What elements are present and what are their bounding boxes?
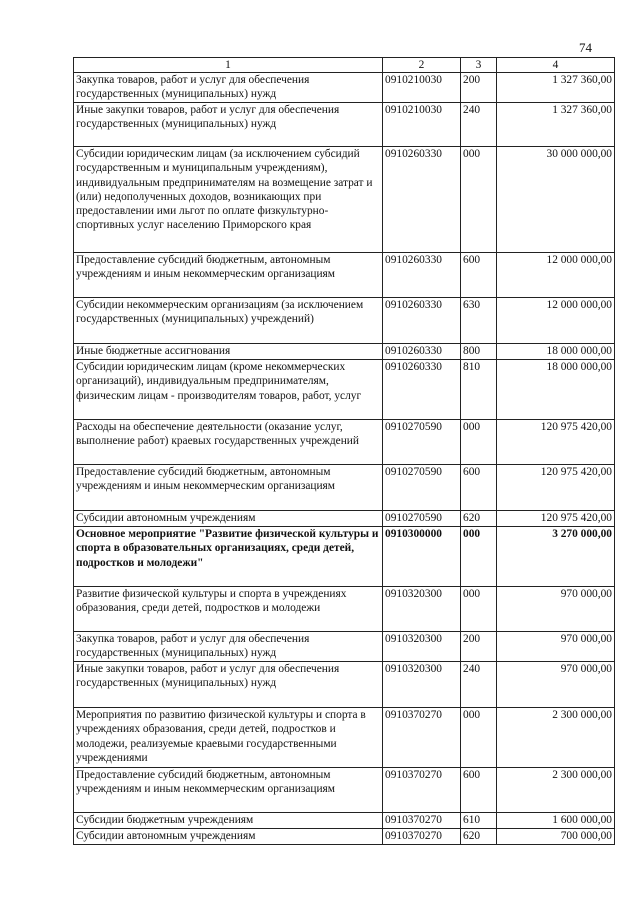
- row-amount: 970 000,00: [497, 662, 615, 708]
- table-row: [74, 527, 615, 587]
- row-name: Субсидии автономным учреждениям: [74, 829, 383, 845]
- row-amount: 18 000 000,00: [497, 344, 615, 360]
- row-amount: 700 000,00: [497, 829, 615, 845]
- row-type: 200: [461, 73, 497, 103]
- row-code: 0910270590: [383, 420, 461, 465]
- row-type: 000: [461, 708, 497, 768]
- row-type: 620: [461, 829, 497, 845]
- row-type: 810: [461, 360, 497, 420]
- row-name: Закупка товаров, работ и услуг для обеспечения государственных (муниципальных) нужд: [74, 632, 383, 662]
- row-code: 0910320300: [383, 662, 461, 708]
- row-name: Субсидии автономным учреждениям: [74, 511, 383, 527]
- table-row: [74, 829, 615, 845]
- row-amount: 1 327 360,00: [497, 103, 615, 147]
- row-code: 0910210030: [383, 73, 461, 103]
- row-type: 620: [461, 511, 497, 527]
- row-type: 000: [461, 527, 497, 587]
- row-amount: 1 327 360,00: [497, 73, 615, 103]
- table-row: [74, 511, 615, 527]
- row-code: 0910260330: [383, 147, 461, 253]
- row-code: 0910260330: [383, 360, 461, 420]
- row-amount: 12 000 000,00: [497, 253, 615, 298]
- table-row: [74, 632, 615, 662]
- row-type: 600: [461, 253, 497, 298]
- row-type: 800: [461, 344, 497, 360]
- row-amount: 30 000 000,00: [497, 147, 615, 253]
- row-type: 200: [461, 632, 497, 662]
- row-code: 0910260330: [383, 253, 461, 298]
- header-col-2: 2: [383, 58, 461, 73]
- row-name: Мероприятия по развитию физической культуры и спорта в учреждениях образования, среди детей, подростков и молодежи, реализуемые краевыми государственными учреждениями: [74, 708, 383, 768]
- table-row: [74, 253, 615, 298]
- row-code: 0910370270: [383, 768, 461, 813]
- table-row: [74, 360, 615, 420]
- row-name: Предоставление субсидий бюджетным, автономным учреждениям и иным некоммерческим организациям: [74, 253, 383, 298]
- row-type: 000: [461, 420, 497, 465]
- row-type: 000: [461, 147, 497, 253]
- row-code: 0910260330: [383, 298, 461, 344]
- table-row: [74, 73, 615, 103]
- row-type: 610: [461, 813, 497, 829]
- table-row: [74, 813, 615, 829]
- row-type: 000: [461, 587, 497, 632]
- row-amount: 12 000 000,00: [497, 298, 615, 344]
- budget-table: [73, 57, 615, 845]
- table-row: [74, 344, 615, 360]
- row-type: 240: [461, 103, 497, 147]
- row-name: Субсидии некоммерческим организациям (за исключением государственных (муниципальных) учреждений): [74, 298, 383, 344]
- table-header-row: [74, 58, 615, 73]
- row-name: Иные закупки товаров, работ и услуг для обеспечения государственных (муниципальных) нужд: [74, 103, 383, 147]
- row-name: Закупка товаров, работ и услуг для обеспечения государственных (муниципальных) нужд: [74, 73, 383, 103]
- header-col-4: 4: [497, 58, 615, 73]
- row-amount: 120 975 420,00: [497, 511, 615, 527]
- row-code: 0910370270: [383, 708, 461, 768]
- row-name: Расходы на обеспечение деятельности (оказание услуг, выполнение работ) краевых государственных учреждений: [74, 420, 383, 465]
- header-col-1: 1: [74, 58, 383, 73]
- row-amount: 2 300 000,00: [497, 708, 615, 768]
- row-amount: 970 000,00: [497, 587, 615, 632]
- row-type: 600: [461, 465, 497, 511]
- row-amount: 120 975 420,00: [497, 420, 615, 465]
- row-code: 0910320300: [383, 632, 461, 662]
- table-row: [74, 708, 615, 768]
- row-code: 0910320300: [383, 587, 461, 632]
- header-col-3: 3: [461, 58, 497, 73]
- row-name: Развитие физической культуры и спорта в учреждениях образования, среди детей, подростков и молодежи: [74, 587, 383, 632]
- table-row: [74, 768, 615, 813]
- row-code: 0910370270: [383, 829, 461, 845]
- row-code: 0910270590: [383, 465, 461, 511]
- table-row: [74, 662, 615, 708]
- table-row: [74, 465, 615, 511]
- table-row: [74, 420, 615, 465]
- row-type: 600: [461, 768, 497, 813]
- row-type: 630: [461, 298, 497, 344]
- row-name: Предоставление субсидий бюджетным, автономным учреждениям и иным некоммерческим организациям: [74, 768, 383, 813]
- row-type: 240: [461, 662, 497, 708]
- row-code: 0910270590: [383, 511, 461, 527]
- table-row: [74, 298, 615, 344]
- row-code: 0910260330: [383, 344, 461, 360]
- row-amount: 120 975 420,00: [497, 465, 615, 511]
- row-amount: 18 000 000,00: [497, 360, 615, 420]
- row-amount: 3 270 000,00: [497, 527, 615, 587]
- row-code: 0910210030: [383, 103, 461, 147]
- row-name: Предоставление субсидий бюджетным, автономным учреждениям и иным некоммерческим организациям: [74, 465, 383, 511]
- table-row: [74, 587, 615, 632]
- table-row: [74, 147, 615, 253]
- row-amount: 970 000,00: [497, 632, 615, 662]
- row-name: Основное мероприятие "Развитие физической культуры и спорта в образовательных организациях, среди детей, подростков и молодежи": [74, 527, 383, 587]
- row-name: Иные закупки товаров, работ и услуг для обеспечения государственных (муниципальных) нужд: [74, 662, 383, 708]
- row-amount: 1 600 000,00: [497, 813, 615, 829]
- row-code: 0910370270: [383, 813, 461, 829]
- row-name: Субсидии юридическим лицам (кроме некоммерческих организаций), индивидуальным предпринимателям, физическим лицам - производителям товаров, работ, услуг: [74, 360, 383, 420]
- row-name: Субсидии бюджетным учреждениям: [74, 813, 383, 829]
- row-amount: 2 300 000,00: [497, 768, 615, 813]
- row-name: Иные бюджетные ассигнования: [74, 344, 383, 360]
- row-name: Субсидии юридическим лицам (за исключением субсидий государственным и муниципальным учреждениям), индивидуальным предпринимателям на возмещение затрат и (или) недополученных доходов, возникающих при предоставлении ими льгот по оплате физкультурно-спортивных услуг населению Приморского края: [74, 147, 383, 253]
- page-number: 74: [579, 40, 592, 55]
- table-row: [74, 103, 615, 147]
- row-code: 0910300000: [383, 527, 461, 587]
